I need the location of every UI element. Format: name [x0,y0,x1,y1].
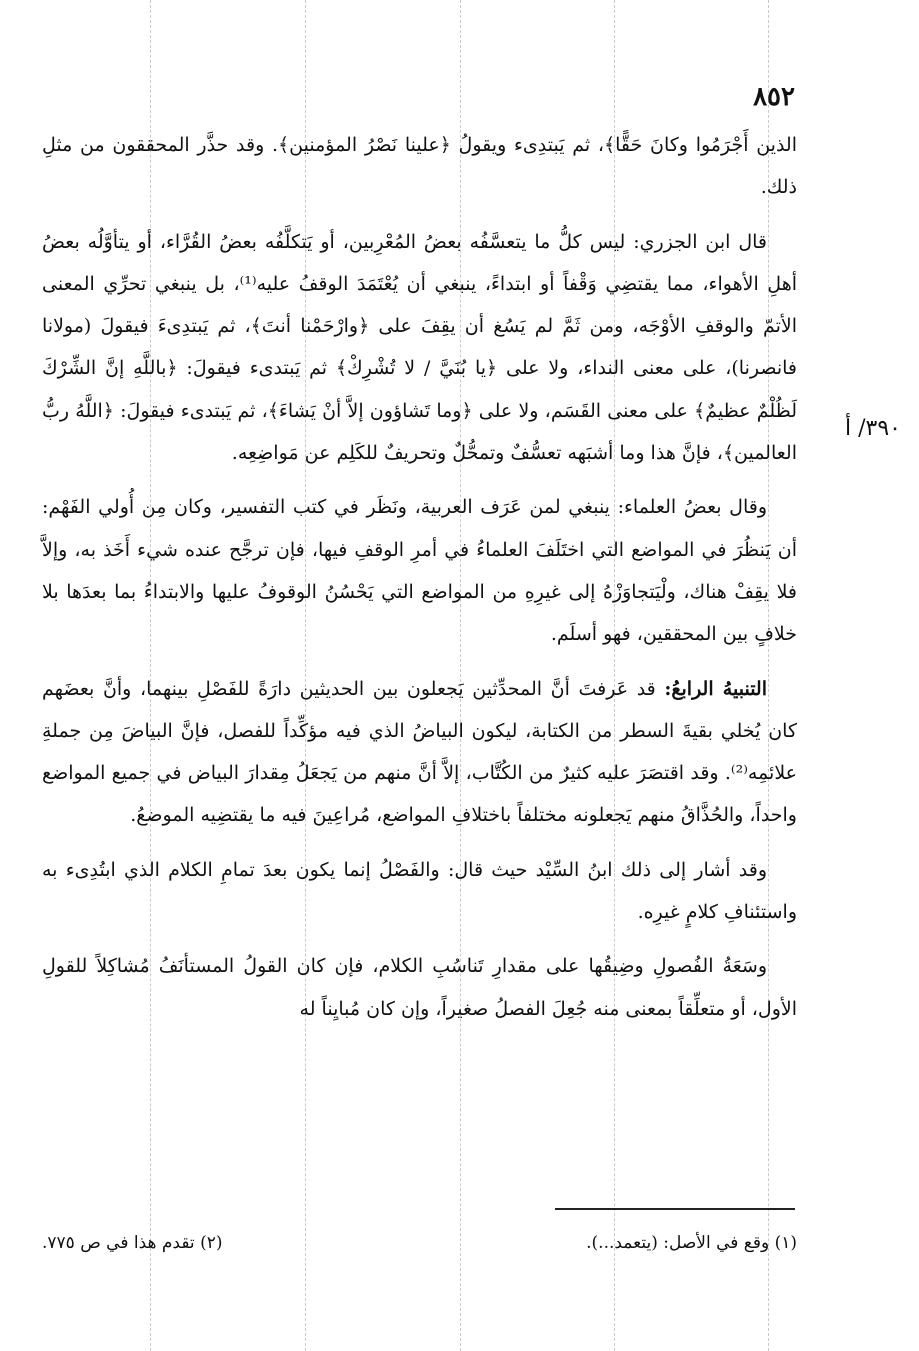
paragraph [42,221,797,475]
paragraph-text: وقد أشار إلى ذلك ابنُ السِّيْد حيث قال: والفَصْلُ إنما يكون بعدَ تمامِ الكلام الذي ابتُدِىء به واستئنافِ كلامٍ غيرِه. [42,858,797,924]
margin-folio-note: ٣٩٠/ أ [845,416,901,441]
main-text [42,124,797,1030]
section-heading: التنبيهُ الرابعُ: [664,677,767,700]
paragraph [42,945,797,1030]
paragraph [42,486,797,655]
footnote-divider [555,1208,795,1210]
footnote-2: (٢) تقدم هذا في ص ٧٧٥. [42,1233,223,1253]
paragraph [42,668,797,837]
paragraph-text: قال ابن الجزري: ليس كلُّ ما يتعسَّفُه بعضُ المُعْرِبين، أو يَتكلَّفُه بعضُ القُرَّاء، أو يتأوَّلُه بعضُ أهلِ الأهواء، مما يقتضِي وَقْفاً أو ابتداءً، ينبغي أن يُعْتَمَدَ الوقفُ عليه⁽¹⁾، بل ينبغي تحرِّي المعنى الأتمّ والوقفِ الأوْجَه، ومن ثَمَّ لم يَسُغ أن يقِفَ على ﴿وارْحَمْنا أنتَ﴾، ثم يَبتدِىءَ فيقولَ (مولانا فانصرنا)، على معنى النداء، ولا على ﴿يا بُنَيَّ / لا تُشْرِكْ﴾ ثم يَبتدىء فيقولَ: ﴿باللَّهِ إنَّ الشِّرْكَ لَظُلْمٌ عظيمٌ﴾ على معنى القَسَم، ولا على ﴿وما تَشاؤون إلاَّ أنْ يَشاءَ﴾، ثم يَبتدىء فيقولَ: ﴿اللَّهُ ربُّ العالمين﴾، فإنَّ هذا وما أشبَهه تعسُّفٌ وتمحُّلٌ وتحريفٌ للكَلِم عن مَواضِعِه. [42,230,797,465]
page-number: ٨٥٢ [753,82,795,112]
paragraph [42,849,797,934]
footnotes [42,1228,797,1258]
paragraph-text: قد عَرفتَ أنَّ المحدِّثين يَجعلون بين الحديثين دارَةً للفَصْلِ بينهما، وأنَّ بعضَهم كان يُخلي بقيةَ السطر من الكتابة، ليكون البياضُ الذي فيه مؤكِّداً للفصل، فإنَّ البياضَ مِن جملةِ علائمِه⁽²⁾. وقد اقتصَرَ عليه كثيرٌ من الكُتَّاب، إلاَّ أنَّ منهم من يَجعَلُ مِقدارَ البياض في جميع المواضع واحداً، والحُذَّاقُ منهم يَجعلونه مختلفاً باختلافِ المواضع، مُراعِينَ فيه ما يقتضِيه الموضعُ. [42,677,797,827]
footnote-1: (١) وقع في الأصل: (يتعمد...). [586,1233,797,1253]
paragraph-text: وقال بعضُ العلماء: ينبغي لمن عَرَف العربية، ونَظَر في كتب التفسير، وكان مِن أُولي الفَهْم: أن يَنظُرَ في المواضع التي اختَلَفَ العلماءُ في أمرِ الوقفِ فيها، فإن ترجَّح عنده شيء أَخَذ به، وإلاَّ فلا يقِفْ هناك، ولْيَتجاوَزْهُ إلى غيرِهِ من المواضع التي يَحْسُنُ الوقوفُ عليها والابتداءُ بما بعدَها بلا خلافٍ بين المحققين، فهو أسلَم. [42,496,797,646]
paragraph-text: وسَعَةُ الفُصولِ وضِيقُها على مقدارِ تَناسُبِ الكلام، فإن كان القولُ المستأنَفُ مُشاكِلاً للقولِ الأول، أو متعلِّقاً بمعنى منه جُعِلَ الفصلُ صغيراً، وإن كان مُبايِناً له [42,955,797,1020]
paragraph [42,124,797,209]
paragraph-text: الذين أَجْرَمُوا وكانَ حَقًّا﴾، ثم يَبتدِىء ويقولُ ﴿علينا نَصْرُ المؤمنين﴾. وقد حذَّر المحققون من مثلِ ذلك. [42,134,797,199]
